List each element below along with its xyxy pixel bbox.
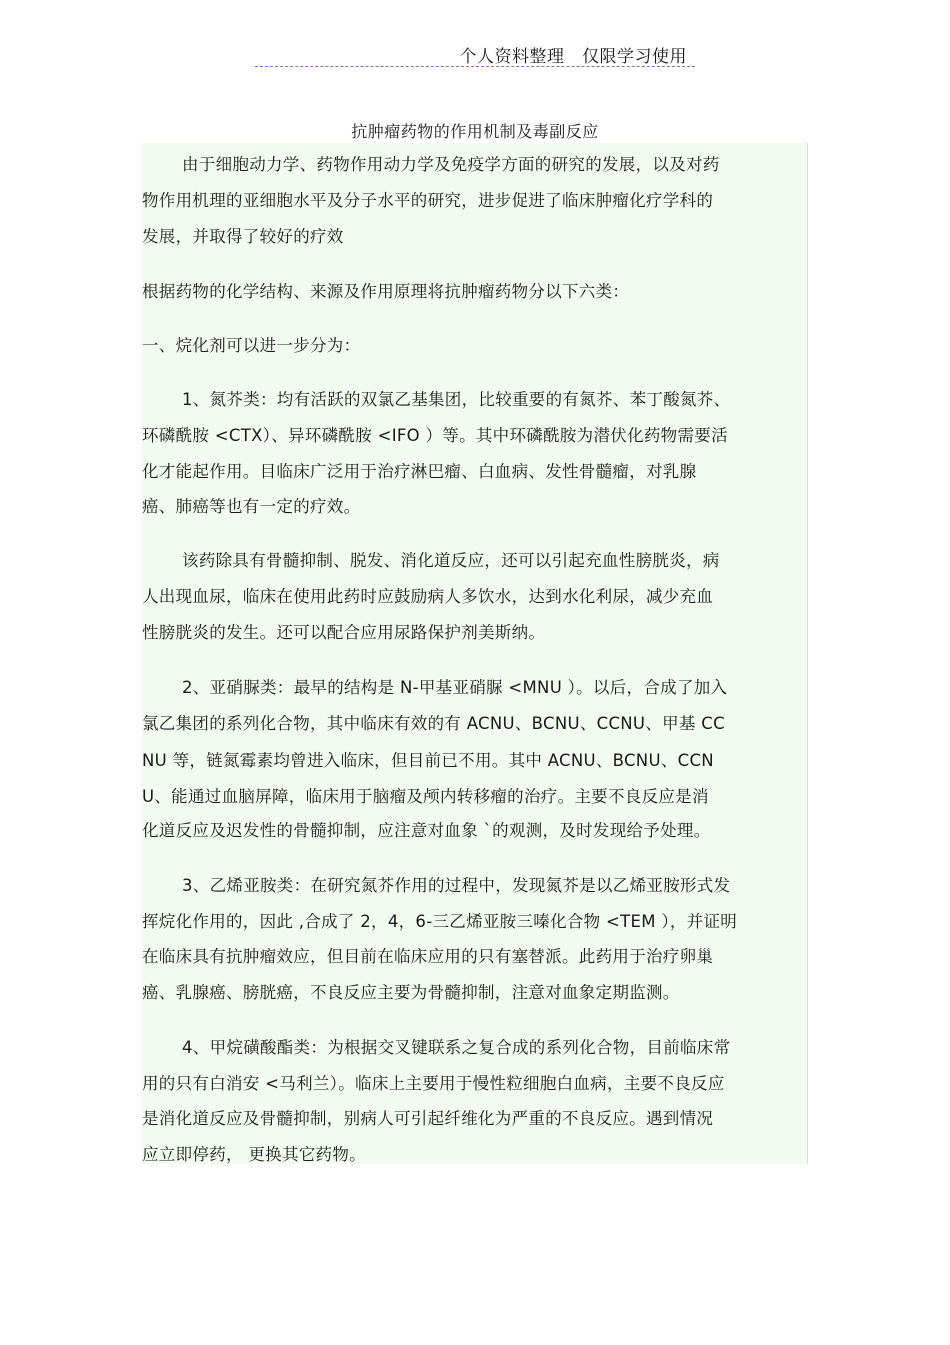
paragraph-line: 癌、肺癌等也有一定的疗效。: [142, 497, 361, 516]
paragraph-line: NU 等，链氮霉素均曾进入临床，但目前已不用。其中 ACNU、BCNU、CCN: [142, 751, 714, 770]
paragraph-line: 化才能起作用。目临床广泛用于治疗淋巴瘤、白血病、发性骨髓瘤，对乳腺: [142, 462, 697, 481]
paragraph-line: 化道反应及迟发性的骨髓抑制，应注意对血象 `的观测，及时发现给予处理。: [142, 821, 711, 840]
paragraph-line: 1、氮芥类：均有活跃的双氯乙基集团，比较重要的有氮芥、苯丁酸氮芥、: [182, 390, 731, 409]
paragraph-line: 根据药物的化学结构、来源及作用原理将抗肿瘤药物分以下六类：: [142, 282, 630, 301]
header-text: 个人资料整理 仅限学习使用: [459, 47, 687, 67]
paragraph-line: 用的只有白消安 <马利兰）。临床上主要用于慢性粒细胞白血病，主要不良反应: [142, 1074, 725, 1093]
paragraph-line: 由于细胞动力学、药物作用动力学及免疫学方面的研究的发展，以及对药: [182, 155, 720, 174]
paragraph-line: 物作用机理的亚细胞水平及分子水平的研究，进步促进了临床肿瘤化疗学科的: [142, 191, 714, 210]
paragraph-line: 癌、乳腺癌、膀胱癌，不良反应主要为骨髓抑制，注意对血象定期监测。: [142, 983, 680, 1002]
paragraph-line: U、能通过血脑屏障，临床用于脑瘤及颅内转移瘤的治疗。主要不良反应是消: [142, 787, 709, 806]
paragraph-line: 挥烷化作用的，因此 ,合成了 2，4，6-三乙烯亚胺三嗪化合物 <TEM ），并证明: [142, 912, 738, 931]
paragraph-line: 性膀胱炎的发生。还可以配合应用尿路保护剂美斯纳。: [142, 623, 546, 642]
paragraph-line: 是消化道反应及骨髓抑制，别病人可引起纤维化为严重的不良反应。遇到情况: [142, 1109, 714, 1128]
paragraph-line: 发展，并取得了较好的疗效: [142, 227, 344, 246]
page-header: [255, 44, 695, 67]
paragraph-line: 3、乙烯亚胺类：在研究氮芥作用的过程中，发现氮芥是以乙烯亚胺形式发: [182, 876, 731, 895]
paragraph-line: 氯乙集团的系列化合物，其中临床有效的有 ACNU、BCNU、CCNU、甲基 CC: [142, 714, 725, 733]
paragraph-line: 该药除具有骨髓抑制、脱发、消化道反应，还可以引起充血性膀胱炎，病: [182, 551, 720, 570]
paragraph-line: 应立即停药， 更换其它药物。: [142, 1145, 366, 1164]
paragraph-line: 2、亚硝脲类：最早的结构是 N-甲基亚硝脲 <MNU ）。以后，合成了加入: [182, 678, 728, 697]
paragraph-line: 环磷酰胺 <CTX）、异环磷酰胺 <IFO ）等。其中环磷酰胺为潜伏化药物需要活: [142, 426, 728, 445]
section-heading: 一、烷化剂可以进一步分为：: [142, 336, 361, 355]
paragraph-line: 人出现血尿，临床在使用此药时应鼓励病人多饮水，达到水化利尿，减少充血: [142, 587, 714, 606]
paragraph-line: 4、甲烷磺酸酯类：为根据交叉键联系之复合成的系列化合物，目前临床常: [182, 1038, 731, 1057]
document-title: 抗肿瘤药物的作用机制及毒副反应: [351, 122, 599, 141]
paragraph-line: 在临床具有抗肿瘤效应，但目前在临床应用的只有塞替派。此药用于治疗卵巢: [142, 947, 714, 966]
